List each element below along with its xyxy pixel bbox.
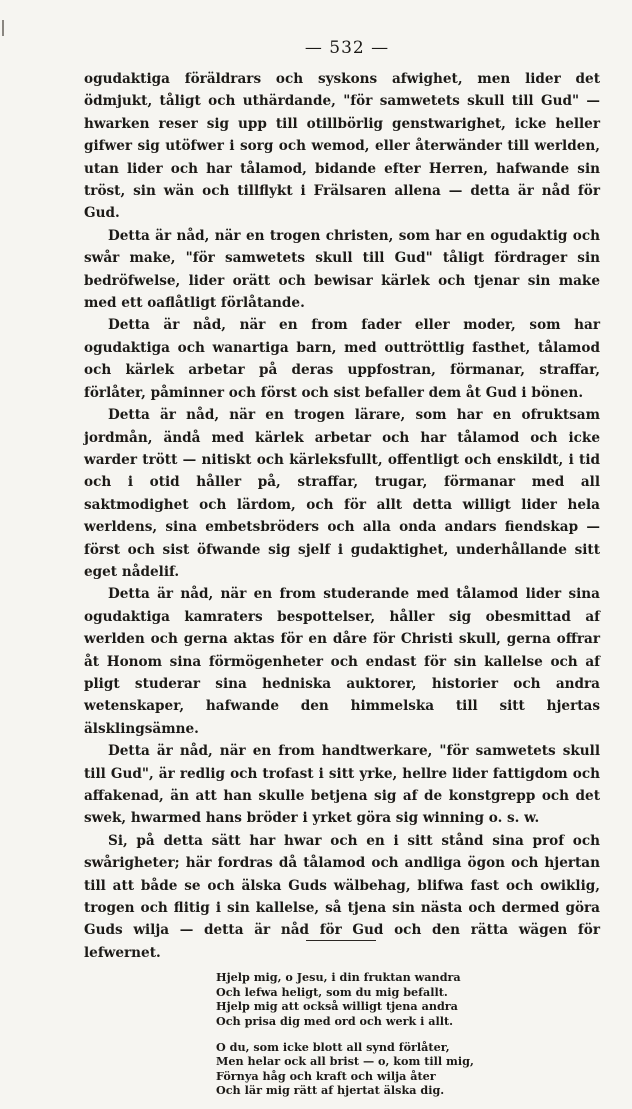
paragraph-conclusion: Si, på detta sätt har hwar och en i sitt stånd sina prof och swårigheter; här fordras då tålamod och andliga ögon och hjertan till att både se och älska Guds wälbehag, blifwa fast och owiklig, trogen och flitig i sin kallelse, så tjena sin nästa och dermed göra Guds wilja — detta är nåd för Gud och den rätta wägen för lefwernet. bbox=[84, 832, 600, 961]
paragraph-student: Detta är nåd, när en from studerande med tålamod lider sina ogudaktiga kamraters bespottelser, håller sig obesmittad af werlden och gerna aktas för en dåre för Christi skull, gerna offrar åt Honom sina förmögenheter och endast för sin kallelse och af pligt studerar sina hedniska auktorer, historier och andra wetenskaper, hafwande den himmelska till sitt hjertas älsklingsämne. bbox=[84, 586, 600, 737]
hymn-line: Förnya håg och kraft och wilja åter bbox=[216, 1068, 436, 1083]
closing-rule bbox=[306, 940, 376, 941]
paragraph-christian-spouse: Detta är nåd, när en trogen christen, som har en ogudaktig och swår make, "för samwetets skull till Gud" tåligt fördrager sin bedröfwelse, lider orätt och bewisar kärlek och tjenar sin make med ett oaflåtligt förlåtande. bbox=[84, 227, 600, 312]
body-text bbox=[84, 68, 600, 964]
hymn-verse bbox=[216, 970, 600, 1098]
paragraph-craftsman: Detta är nåd, när en from handtwerkare, "för samwetets skull till Gud", är redlig och trofast i sitt yrke, hellre lider fattigdom och affakenad, än att han skulle betjena sig af de konstgrepp och det swek, hwarmed hans bröder i yrket göra sig winning o. s. w. bbox=[84, 743, 600, 827]
hymn-line: O du, som icke blott all synd förlåter, bbox=[216, 1039, 450, 1054]
hymn-line: Och lär mig rätt af hjertat älska dig. bbox=[216, 1083, 445, 1098]
paragraph-teacher: Detta är nåd, när en trogen lärare, som har en ofruktsam jordmån, ändå med kärlek arbetar och har tålamod och icke warder trött — nitiskt och kärleksfullt, offentligt och enskildt, i tid och i otid håller på, straffar, trugar, förmanar med all saktmodighet och lärdom, och för allt detta willigt lider hela werldens, sina embetsbröders och alla onda andars fiendskap — först och sist öfwande sig sjelf i gudaktighet, underhållande sitt eget nådelif. bbox=[84, 407, 600, 580]
paragraph-continuation: ogudaktiga föräldrars och syskons afwighet, men lider det ödmjukt, tåligt och uthärdande, "för samwetets skull till Gud" — hwarken reser sig upp till otillbörlig genstwarighet, icke heller gifwer sig utöfwer i sorg och wemod, eller återwänder till werlden, utan lider och har tålamod, bidande efter Herren, hafwande sin tröst, sin wän och tillflykt i Frälsaren allena — detta är nåd för Gud. bbox=[84, 71, 600, 222]
hymn-stanza-1 bbox=[216, 970, 600, 1028]
hymn-stanza-2 bbox=[216, 1040, 600, 1098]
page-edge-mark bbox=[2, 20, 4, 36]
hymn-line: Hjelp mig, o Jesu, i din fruktan wandra bbox=[216, 970, 461, 985]
document-page bbox=[84, 38, 600, 1109]
page-number: — 532 — bbox=[304, 38, 390, 58]
hymn-line: Och lefwa heligt, som du mig befallt. bbox=[216, 984, 448, 999]
paragraph-parents: Detta är nåd, när en from fader eller moder, som har ogudaktiga och wanartiga barn, med outtröttlig fasthet, tålamod och kärlek arbetar på deras uppfostran, förmanar, straffar, förlåter, påminner och först och sist befaller dem åt Gud i bönen. bbox=[84, 317, 600, 401]
hymn-line: Och prisa dig med ord och werk i allt. bbox=[216, 1014, 454, 1029]
hymn-line: Hjelp mig att också willigt tjena andra bbox=[216, 999, 458, 1014]
hymn-line: Men helar ock all brist — o, kom till mig, bbox=[216, 1054, 474, 1069]
